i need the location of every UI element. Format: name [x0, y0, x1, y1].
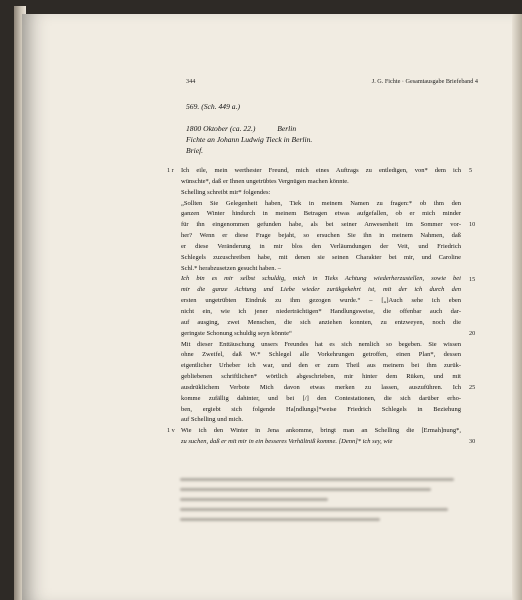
body-line: er diese Veränderung in mir blos den Verläumdungen der Veit, und Friedrich	[181, 242, 461, 250]
page-right-edge	[512, 14, 522, 600]
body-line: „Sollten Sie Gelegenheit haben, Tiek in meinem Namen zu fragen:* ob ihm den	[181, 199, 461, 207]
letter-addressee: Fichte an Johann Ludwig Tieck in Berlin.	[186, 135, 313, 144]
body-line: geringste Schonung schuldig seyn könnte“	[181, 329, 292, 337]
body-line: komme zufällig dahinter, und bei [/] den Contestationen, die sich darüber erho-	[181, 394, 461, 402]
body-line: Wie ich den Winter in Jena ankomme, bringt man an Schelling die [Ermah]nung*,	[181, 427, 461, 435]
letter-place: Berlin	[277, 124, 297, 133]
letter-date-line	[186, 124, 296, 133]
line-number: 15	[469, 275, 476, 283]
body-line: Mit dieser Enttäuschung unsers Freundes hat es sich nemlich so begeben. Sie wissen	[181, 340, 461, 348]
body-line: Ich eile, mein werthester Freund, mich eines Auftrags zu entledigen, von* dem ich	[181, 167, 461, 174]
folio-mark: 1 v	[167, 427, 175, 435]
letter-body	[181, 166, 461, 448]
body-line: gebliebenen schriftlichen* wörtlich abgeschrieben, mir hinter dem Rüken, und mit	[181, 373, 461, 381]
folio-mark: 1 r	[167, 167, 174, 174]
body-line: ganzen Winter hindurch in meinem Betragen etwas aufgefallen, ob er mich minder	[181, 210, 461, 218]
line-number: 10	[469, 221, 476, 229]
letter-number: 569. (Sch. 449 a.)	[186, 102, 240, 111]
body-line: auf ausging, zwei Menschen, die sich anziehen konnten, zu entzweyen, noch die	[181, 318, 461, 326]
body-line: Schelling schreibt mir* folgendes:	[181, 188, 271, 196]
body-line: ausdrüklichem Verbote Mich davon etwas merken zu lassen, auszuführen. Ich	[181, 383, 461, 391]
body-line: her? Wenn er diese Frage bejaht, so ersuchen Sie ihn in meinem Nahmen, daß	[181, 232, 461, 240]
line-number: 30	[469, 438, 476, 446]
running-head	[186, 78, 478, 90]
body-line: ben, ergiebt sich folgende Ha[ndlungs]*weise Friedrich Schlegels in Beziehung	[181, 405, 461, 413]
letter-date: 1800 Oktober (ca. 22.)	[186, 124, 256, 133]
apparatus-blurred	[180, 478, 465, 538]
line-number: 20	[469, 329, 476, 337]
body-line: nicht ein, wie ich jener niederträchtigen* Handlungsweise, die offenbar auch dar-	[181, 307, 461, 315]
body-line: zu suchen, daß er mit mir in ein besseres Verhältniß komme. [Denn]* ich sey, wie	[181, 438, 393, 446]
body-line: für ihn eingenommen gefunden habe, als bei seiner Anwesenheit im Sommer vor-	[181, 221, 461, 229]
body-line: ohne Zweifel, daß W.* Schlegel alle Vorkehrungen getroffen, einen Plan*, dessen	[181, 351, 461, 359]
line-number: 5	[469, 167, 473, 174]
body-line: wünschte*, daß er Ihnen ungetrübtes Vergnügen machen könnte.	[181, 177, 349, 185]
body-line: eigentlicher Urheber ich war, und den er zum Theil aus meinem bei ihm zurük-	[181, 362, 461, 370]
page-number: 344	[186, 78, 196, 85]
body-line: Ich bin es mir selbst schuldig, mich in Tieks Achtung wiederherzustellen, sowie bei	[181, 275, 461, 283]
body-line: mir die ganze Achtung und Liebe wieder zurükgekehrt ist, mit der ich durch den	[181, 286, 461, 294]
letter-type: Brief.	[186, 146, 204, 155]
line-number: 25	[469, 384, 476, 391]
running-title: J. G. Fichte · Gesamtausgabe Briefeband 4	[371, 78, 478, 85]
body-line: ersten ungetrübten Eindruk zu ihm gezogen wurde.“ – [„]Auch sehe ich eben	[181, 297, 461, 305]
body-line: auf Schelling und mich.	[181, 416, 244, 424]
body-line: Schlegels zuzuschreiben habe, mit denen sie seinen Charakter bei mir, und Caroline	[181, 253, 461, 261]
body-line: Schl.* herabzusetzen gesucht haben. –	[181, 264, 281, 272]
